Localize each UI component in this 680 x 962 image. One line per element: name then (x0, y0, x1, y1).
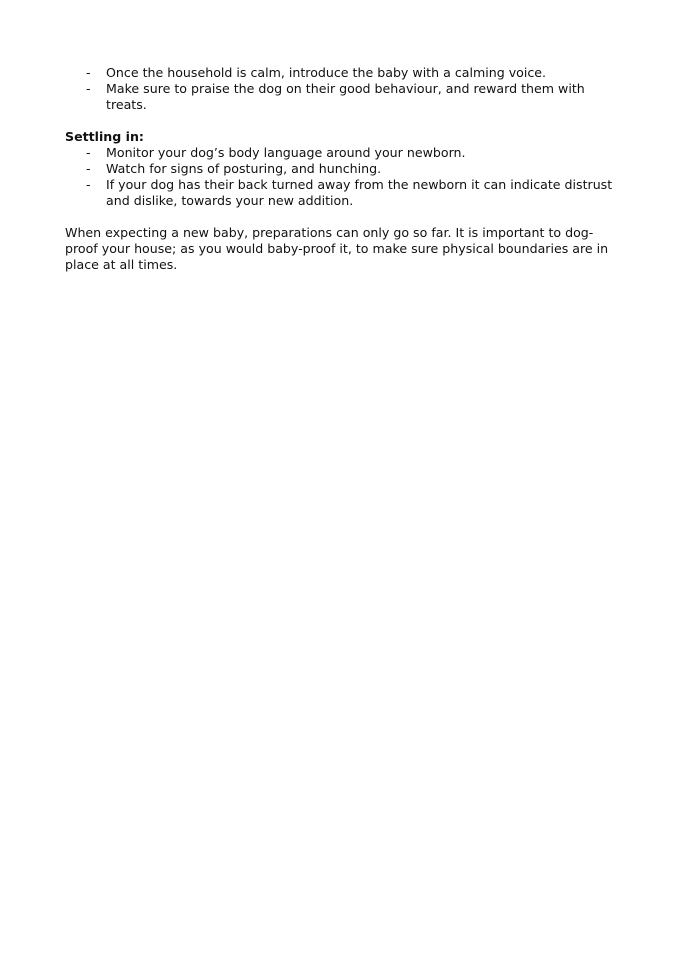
list-dash: - (86, 81, 91, 96)
list-item-text: Monitor your dog’s body language around your newborn. (106, 145, 466, 160)
settling-list (65, 145, 625, 209)
list-item (65, 161, 625, 177)
list-item-text: If your dog has their back turned away from the newborn it can indicate distrust and dislike, towards your new addition. (106, 177, 613, 208)
list-dash: - (86, 161, 91, 176)
list-item (65, 65, 625, 81)
list-item (65, 81, 625, 113)
list-item-text: Once the household is calm, introduce the baby with a calming voice. (106, 65, 547, 80)
list-dash: - (86, 65, 91, 80)
closing-paragraph: When expecting a new baby, preparations can only go so far. It is important to dog-proof your house; as you would baby-proof it, to make sure physical boundaries are in place at all times. (65, 225, 609, 272)
settling-heading: Settling in: (65, 129, 144, 144)
list-item-text: Make sure to praise the dog on their good behaviour, and reward them with treats. (106, 81, 585, 112)
list-item (65, 177, 625, 209)
list-dash: - (86, 145, 91, 160)
list-item (65, 145, 625, 161)
document-page (65, 65, 625, 273)
list-dash: - (86, 177, 91, 192)
intro-list (65, 65, 625, 113)
list-item-text: Watch for signs of posturing, and hunching. (106, 161, 382, 176)
